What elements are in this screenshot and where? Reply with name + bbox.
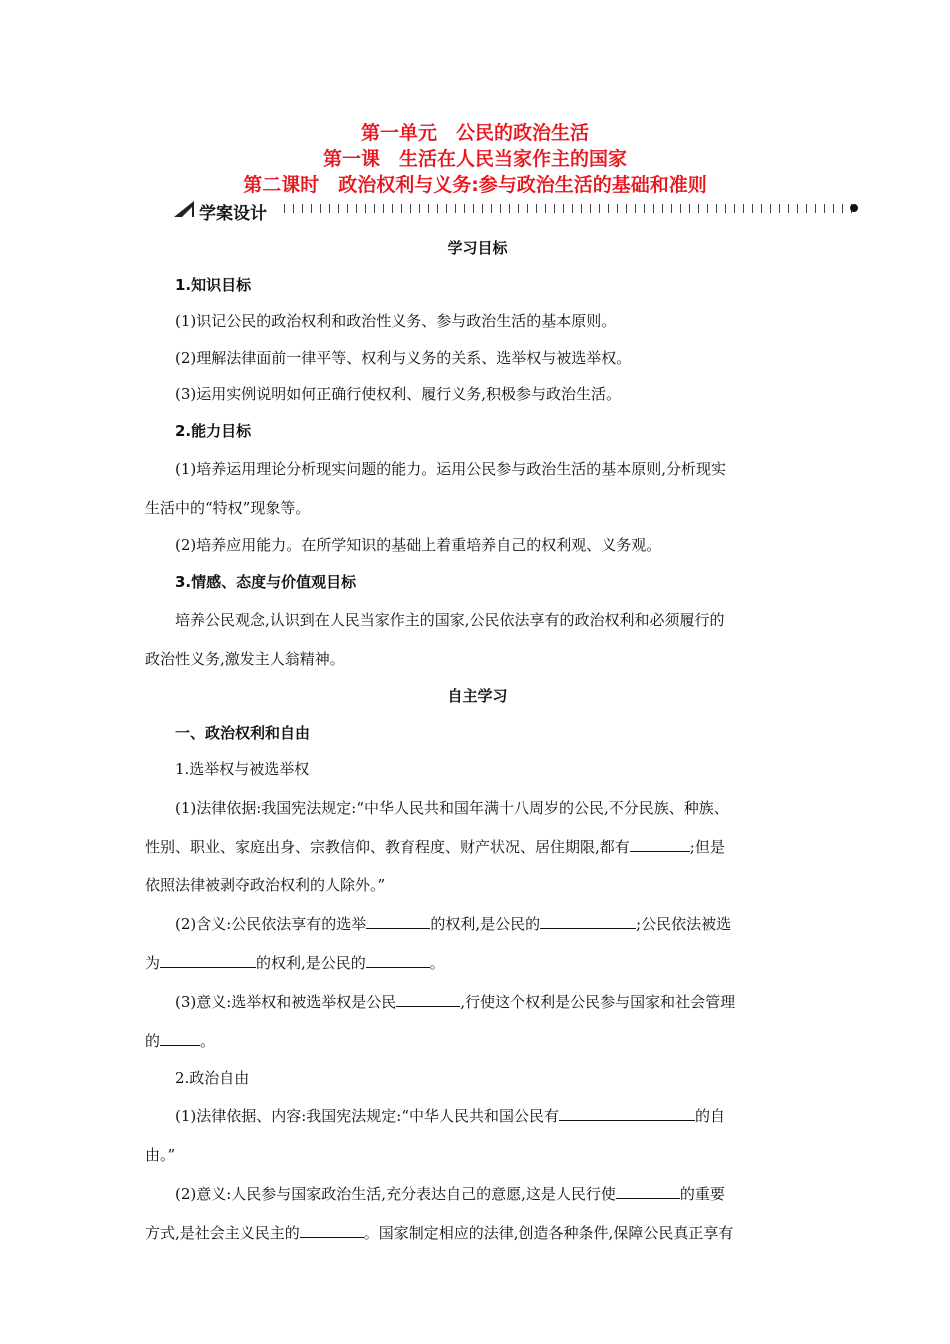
lesson-title: 第一课 生活在人民当家作主的国家 bbox=[322, 148, 627, 170]
ability-item-2: (2)培养应用能力。在所学知识的基础上着重培养自己的权利观、义务观。 bbox=[175, 536, 662, 554]
fill-blank[interactable] bbox=[559, 1106, 695, 1121]
knowledge-item-2: (2)理解法律面前一律平等、权利与义务的关系、选举权与被选举权。 bbox=[175, 348, 632, 367]
knowledge-item-3: (3)运用实例说明如何正确行使权利、履行义务,积极参与政治生活。 bbox=[175, 385, 622, 403]
meaning2-text-c: 。 bbox=[429, 953, 445, 972]
fill-blank[interactable] bbox=[300, 1223, 364, 1238]
unit-title: 第一单元 公民的政治生活 bbox=[360, 122, 589, 144]
banner-ruler bbox=[284, 204, 852, 213]
section-banner bbox=[172, 198, 862, 222]
free-text-b: 的自 bbox=[695, 1107, 726, 1125]
document-body bbox=[145, 230, 810, 1252]
law-line-2-text-a: 性别、职业、家庭出身、宗教信仰、教育程度、财产状况、居住期限,都有 bbox=[145, 837, 630, 856]
law-line-2 bbox=[145, 828, 810, 866]
freedom-significance-line-1 bbox=[145, 1174, 810, 1214]
banner-label: 学案设计 bbox=[199, 204, 267, 224]
meaning2-text-b: 的权利,是公民的 bbox=[256, 953, 366, 972]
ability-item-1-line-1: (1)培养运用理论分析现实问题的能力。运用公民参与政治生活的基本原则,分析现实 bbox=[175, 460, 727, 478]
fill-blank[interactable] bbox=[160, 1031, 200, 1046]
fill-blank[interactable] bbox=[540, 914, 636, 929]
knowledge-heading: 1.知识目标 bbox=[175, 275, 252, 294]
triangle-cutout bbox=[182, 207, 192, 217]
law-line-2-text-b: ;但是 bbox=[689, 837, 725, 856]
fill-blank[interactable] bbox=[366, 953, 430, 968]
fill-blank[interactable] bbox=[616, 1184, 680, 1199]
banner-end-dot bbox=[850, 204, 858, 212]
freedom-significance-line-2 bbox=[145, 1214, 810, 1252]
meaning-text-b: 的权利,是公民的 bbox=[430, 914, 541, 933]
period-title: 第二课时 政治权利与义务:参与政治生活的基础和准则 bbox=[243, 174, 707, 196]
sig2-text-a: 的 bbox=[145, 1031, 161, 1050]
ability-heading: 2.能力目标 bbox=[175, 421, 252, 440]
subsection-2-title: 2.政治自由 bbox=[175, 1068, 250, 1087]
significance-line-1 bbox=[145, 982, 810, 1022]
significance-line-2 bbox=[145, 1022, 810, 1060]
fill-blank[interactable] bbox=[630, 837, 690, 852]
freedom-line-2: 由。” bbox=[145, 1146, 176, 1164]
meaning2-text-a: 为 bbox=[145, 953, 161, 972]
law-line-1: (1)法律依据:我国宪法规定:“中华人民共和国年满十八周岁的公民,不分民族、种族、 bbox=[175, 798, 729, 817]
fsig-text-a: (2)意义:人民参与国家政治生活,充分表达自己的意愿,这是人民行使 bbox=[175, 1185, 616, 1203]
meaning-text-c: ;公民依法被选 bbox=[636, 914, 732, 933]
meaning-text-a: (2)含义:公民依法享有的选举 bbox=[175, 914, 367, 933]
meaning-line-1 bbox=[145, 904, 810, 944]
ability-item-1-line-2: 生活中的“特权”现象等。 bbox=[145, 499, 311, 517]
fsig2-text-a: 方式,是社会主义民主的 bbox=[145, 1224, 300, 1242]
section-1-heading: 一、政治权利和自由 bbox=[175, 723, 311, 742]
emotion-line-1: 培养公民观念,认识到在人民当家作主的国家,公民依法享有的政治权利和必须履行的 bbox=[175, 611, 725, 629]
subsection-1-title: 1.选举权与被选举权 bbox=[175, 760, 310, 778]
sig-text-a: (3)意义:选举权和被选举权是公民 bbox=[175, 992, 397, 1011]
fsig2-text-b: 。国家制定相应的法律,创造各种条件,保障公民真正享有 bbox=[363, 1224, 734, 1242]
fsig-text-b: 的重要 bbox=[679, 1185, 725, 1203]
sig-text-b: ,行使这个权利是公民参与国家和社会管理 bbox=[460, 992, 736, 1011]
fill-blank[interactable] bbox=[160, 953, 256, 968]
free-text-a: (1)法律依据、内容:我国宪法规定:“中华人民共和国公民有 bbox=[175, 1107, 560, 1125]
meaning-line-2 bbox=[145, 944, 810, 982]
objectives-heading: 学习目标 bbox=[447, 239, 508, 257]
sig2-text-b: 。 bbox=[200, 1031, 216, 1050]
fill-blank[interactable] bbox=[396, 992, 460, 1007]
title-block bbox=[0, 120, 950, 198]
freedom-line-1 bbox=[145, 1096, 810, 1136]
self-study-heading: 自主学习 bbox=[447, 687, 508, 705]
fill-blank[interactable] bbox=[366, 914, 430, 929]
emotion-heading: 3.情感、态度与价值观目标 bbox=[175, 572, 357, 591]
emotion-line-2: 政治性义务,激发主人翁精神。 bbox=[145, 650, 345, 668]
knowledge-item-1: (1)识记公民的政治权利和政治性义务、参与政治生活的基本原则。 bbox=[175, 312, 617, 330]
law-line-3: 依照法律被剥夺政治权利的人除外。” bbox=[145, 875, 386, 894]
